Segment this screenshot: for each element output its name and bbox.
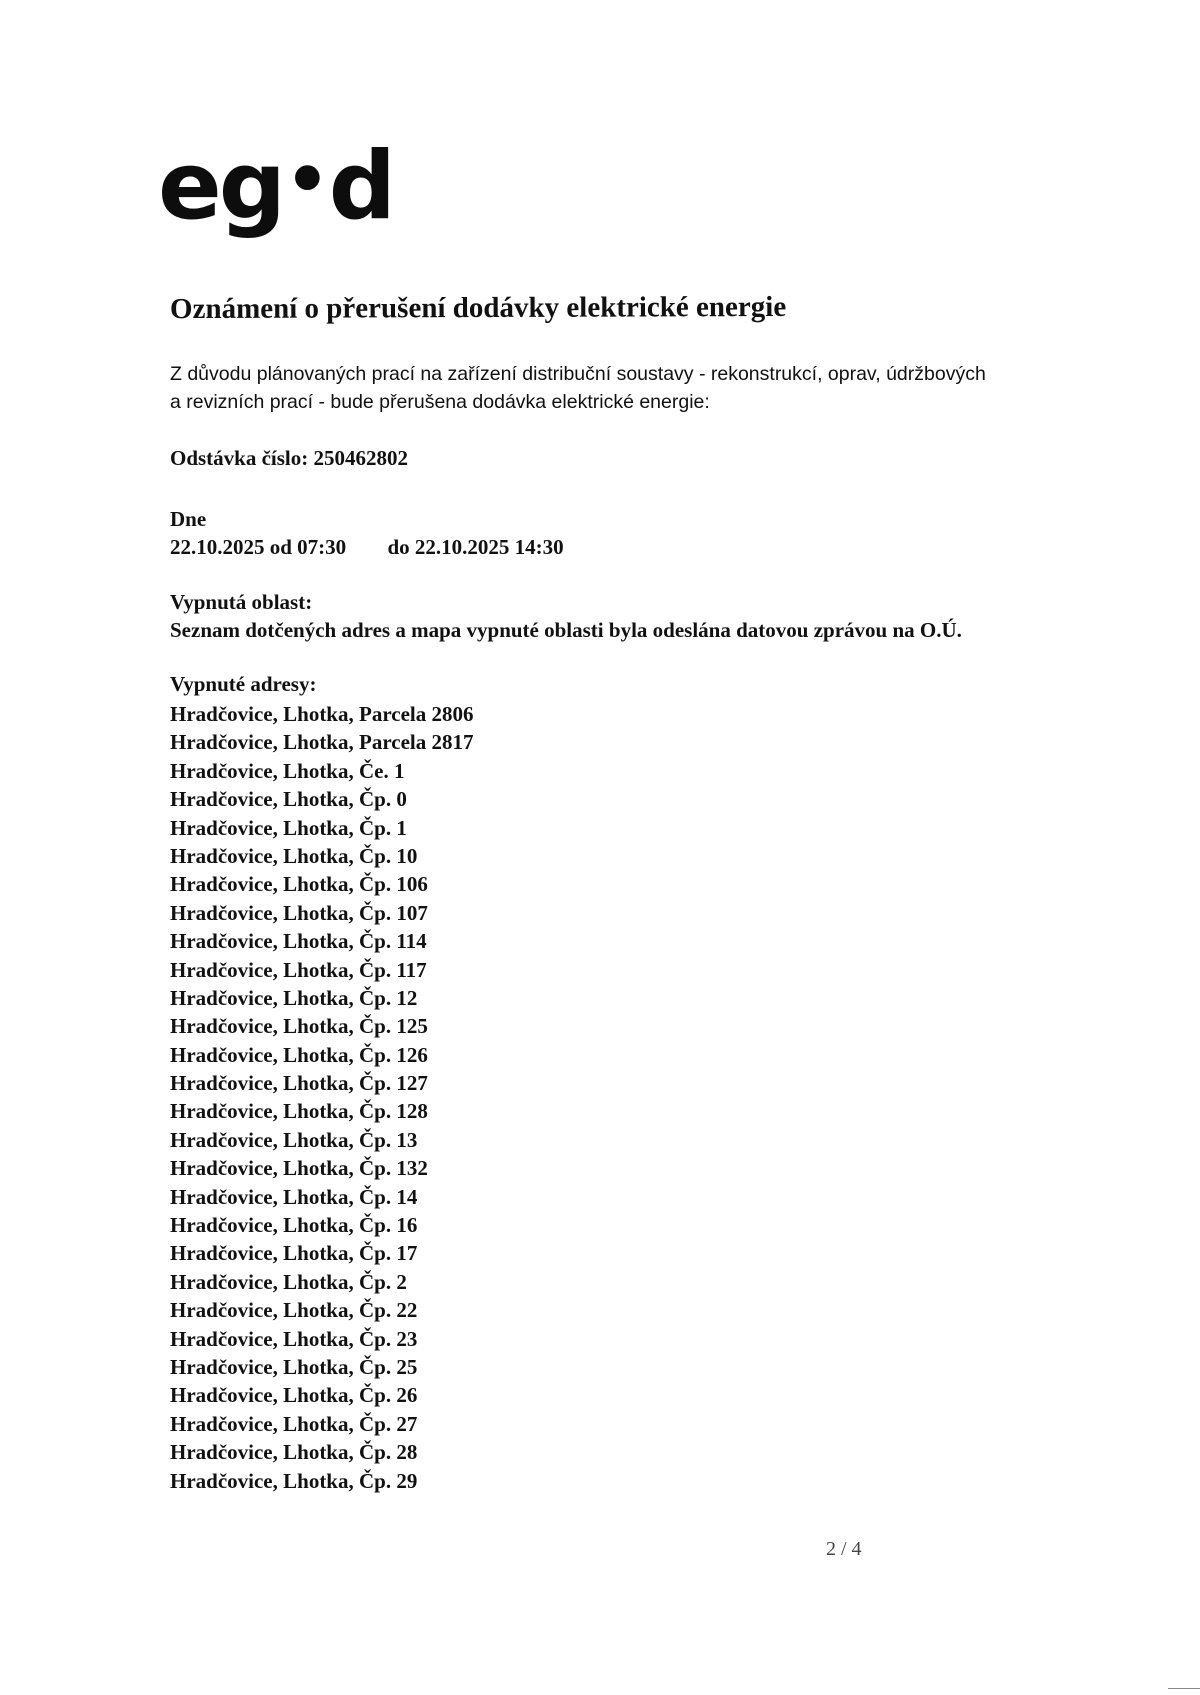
address-item: Hradčovice, Lhotka, Čp. 16 xyxy=(170,1213,418,1238)
address-item: Hradčovice, Lhotka, Čp. 126 xyxy=(170,1042,428,1067)
address-item: Hradčovice, Lhotka, Čp. 17 xyxy=(170,1241,418,1266)
outage-number-label: Odstávka číslo: xyxy=(170,446,309,470)
address-item: Hradčovice, Lhotka, Čp. 106 xyxy=(170,872,428,897)
address-item: Hradčovice, Lhotka, Čp. 26 xyxy=(170,1383,418,1408)
affected-area xyxy=(170,588,1090,644)
address-item: Hradčovice, Lhotka, Parcela 2817 xyxy=(170,730,474,755)
address-item: Hradčovice, Lhotka, Parcela 2806 xyxy=(170,702,474,726)
address-item: Hradčovice, Lhotka, Čp. 117 xyxy=(170,957,427,982)
outage-number-line xyxy=(170,446,408,471)
address-item: Hradčovice, Lhotka, Čp. 128 xyxy=(170,1099,428,1124)
outage-dates xyxy=(170,505,564,561)
scan-edge-mark xyxy=(1168,1688,1200,1689)
address-item: Hradčovice, Lhotka, Čp. 22 xyxy=(170,1298,418,1323)
address-item: Hradčovice, Lhotka, Čp. 0 xyxy=(170,787,407,812)
dates-label: Dne xyxy=(170,507,207,531)
address-item: Hradčovice, Lhotka, Čp. 127 xyxy=(170,1071,428,1096)
address-item: Hradčovice, Lhotka, Čp. 125 xyxy=(170,1014,428,1039)
address-item: Hradčovice, Lhotka, Čp. 10 xyxy=(170,843,418,868)
date-from: 22.10.2025 od 07:30 xyxy=(170,535,347,559)
address-item: Hradčovice, Lhotka, Čp. 29 xyxy=(170,1468,418,1493)
egd-logo xyxy=(158,132,394,241)
address-item: Hradčovice, Lhotka, Čp. 132 xyxy=(170,1156,428,1181)
address-item: Hradčovice, Lhotka, Čp. 114 xyxy=(170,929,427,954)
addresses-heading: Vypnuté adresy: xyxy=(170,672,317,696)
address-item: Hradčovice, Lhotka, Čp. 23 xyxy=(170,1326,418,1351)
outage-number-value: 250462802 xyxy=(313,446,409,470)
address-item: Hradčovice, Lhotka, Čp. 2 xyxy=(170,1269,407,1294)
address-item: Hradčovice, Lhotka, Čp. 12 xyxy=(170,985,418,1010)
address-item: Hradčovice, Lhotka, Čp. 107 xyxy=(170,900,428,925)
logo-text-eg: eg xyxy=(158,132,284,241)
logo-dot: • xyxy=(285,139,327,221)
logo-text-d: d xyxy=(328,132,394,241)
page-title: Oznámení o přerušení dodávky elektrické energie xyxy=(169,290,787,326)
address-list xyxy=(170,700,474,1495)
intro-paragraph: Z důvodu plánovaných prací na zařízení distribuční soustavy - rekonstrukcí, oprav, údržbových a revizních prací - bude přerušena dodávka elektrické energie: xyxy=(170,363,986,413)
address-item: Hradčovice, Lhotka, Čp. 25 xyxy=(170,1354,418,1379)
area-text: Seznam dotčených adres a mapa vypnuté oblasti byla odeslána datovou zprávou na O.Ú. xyxy=(170,618,962,642)
address-item: Hradčovice, Lhotka, Čp. 14 xyxy=(170,1184,418,1209)
date-to: do 22.10.2025 14:30 xyxy=(387,535,564,559)
address-item: Hradčovice, Lhotka, Če. 1 xyxy=(170,758,405,783)
page-number: 2 / 4 xyxy=(826,1538,862,1560)
address-item: Hradčovice, Lhotka, Čp. 1 xyxy=(170,815,407,840)
area-label: Vypnutá oblast: xyxy=(170,590,313,614)
dates-range xyxy=(170,533,564,561)
address-item: Hradčovice, Lhotka, Čp. 28 xyxy=(170,1440,418,1465)
address-item: Hradčovice, Lhotka, Čp. 27 xyxy=(170,1411,418,1436)
address-item: Hradčovice, Lhotka, Čp. 13 xyxy=(170,1127,418,1152)
